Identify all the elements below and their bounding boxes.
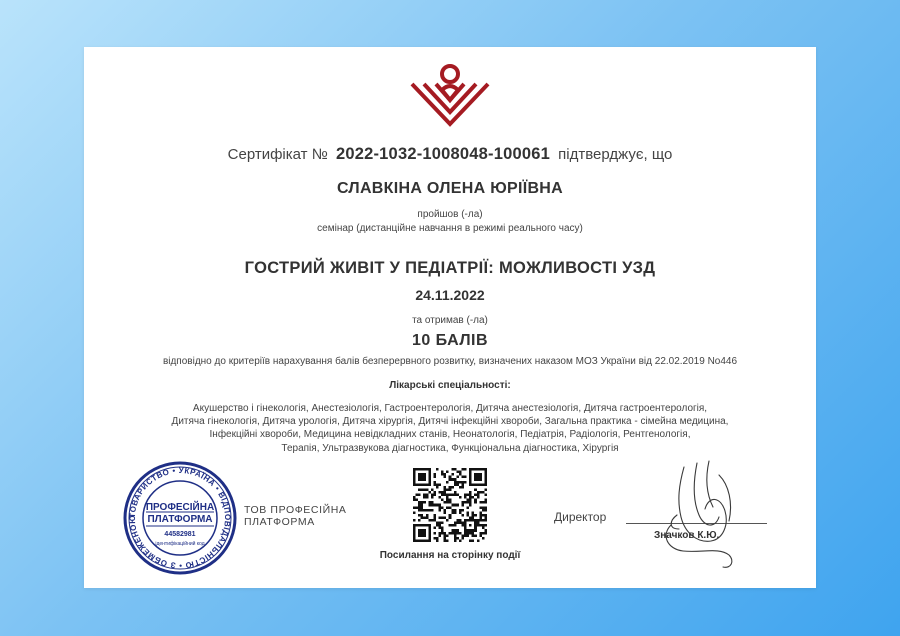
seal-sub: ідентифікаційний код bbox=[155, 541, 205, 547]
specialties-line: Акушерство і гінекологія, Анестезіологія, Гастроентерологія, Дитяча анестезіологія, Дитяча гастроентерологія, bbox=[192, 403, 708, 414]
seal-center-line1: ПРОФЕСІЙНА bbox=[145, 502, 215, 513]
certificate-prefix: Сертифікат № bbox=[227, 146, 328, 163]
organization-line: ПЛАТФОРМА bbox=[244, 515, 315, 528]
event-title: ГОСТРИЙ ЖИВІТ У ПЕДІАТРІЇ: МОЖЛИВОСТІ УЗД bbox=[244, 259, 656, 277]
certificate-card bbox=[84, 47, 816, 588]
director-label: Директор bbox=[554, 510, 607, 524]
received-text: та отримав (-ла) bbox=[412, 315, 488, 326]
event-date: 24.11.2022 bbox=[415, 287, 485, 303]
specialties-line: Інфекційні хвороби, Медицина невідкладних станів, Неонатологія, Педіатрія, Радіологія, Рентгенологія, bbox=[209, 429, 691, 441]
event-page-link[interactable]: Посилання на сторінку події bbox=[379, 550, 521, 561]
certificate-suffix: підтверджує, що bbox=[558, 146, 673, 163]
handwritten-signature bbox=[649, 455, 759, 575]
company-seal bbox=[122, 460, 238, 576]
recipient-name: СЛАВКІНА ОЛЕНА ЮРІЇВНА bbox=[336, 180, 564, 197]
organization-line: ТОВ ПРОФЕСІЙНА bbox=[244, 504, 347, 516]
platform-logo-icon bbox=[409, 62, 491, 128]
seal-ring-text: ТОВАРИСТВО • УКРАЇНА • ВІДПОВІДАЛЬНІСТЮ • З ОБМЕЖЕНОЮ bbox=[127, 465, 233, 571]
seal-center-line2: ПЛАТФОРМА bbox=[147, 514, 213, 525]
points-awarded: 10 БАЛІВ bbox=[411, 332, 489, 349]
seal-code: 44582981 bbox=[164, 531, 196, 538]
organization-name bbox=[244, 505, 347, 528]
seminar-text: семінар (дистанційне навчання в режимі реального часу) bbox=[317, 223, 583, 234]
specialties-heading: Лікарські спеціальності: bbox=[389, 380, 511, 391]
certificate-number: 2022-1032-1008048-100061 bbox=[335, 145, 550, 163]
criteria-text: відповідно до критеріїв нарахування балів безперервного розвитку, визначених наказом МОЗ України від 22.02.2019 No446 bbox=[162, 356, 738, 367]
specialties-line: Терапія, Ультразвукова діагностика, Функціональна діагностика, Хірургія bbox=[281, 442, 619, 454]
qr-code[interactable] bbox=[413, 468, 487, 542]
certificate-number-line bbox=[84, 145, 816, 164]
specialties-list bbox=[84, 402, 816, 455]
director-name: Значков К.Ю. bbox=[654, 530, 720, 541]
passed-text: пройшов (-ла) bbox=[417, 209, 483, 220]
specialties-line: Дитяча гінекологія, Дитяча урологія, Дитяча хірургія, Дитячі інфекційні хвороби, Загальна практика - сімейна медицина, bbox=[171, 416, 729, 428]
